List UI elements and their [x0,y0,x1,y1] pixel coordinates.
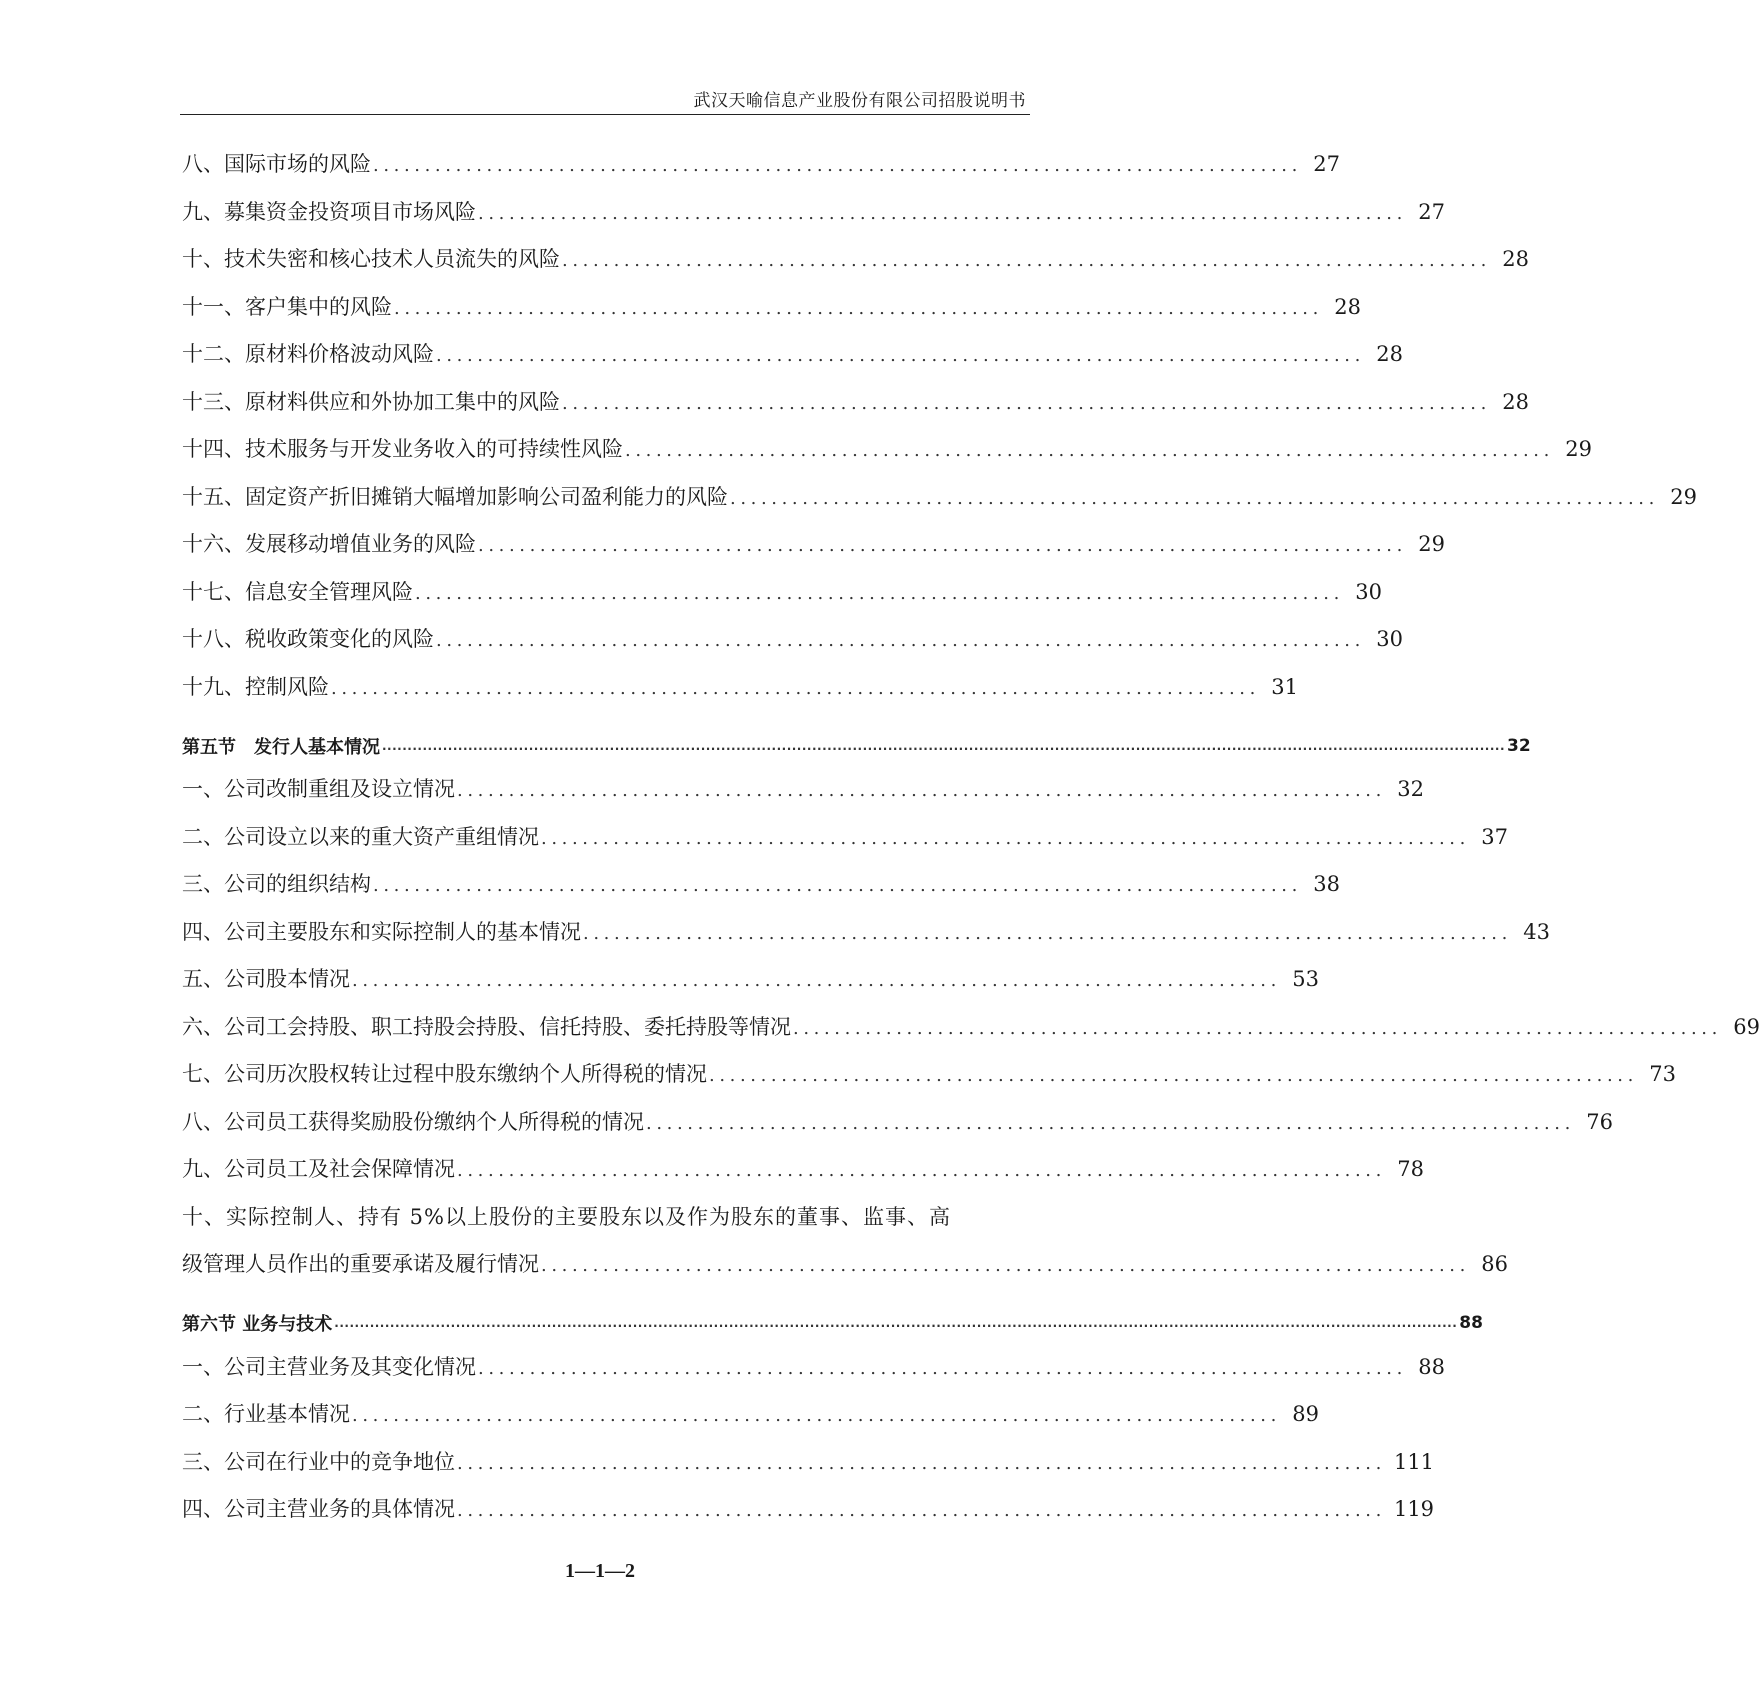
dot-leader: .......................................................................................... [457,1160,1386,1181]
toc-entry-page: 37 [1481,824,1508,849]
toc-entry[interactable] [182,1058,1676,1106]
toc-entry-title: 九、募集资金投资项目市场风险 [182,199,476,224]
toc-entry-title: 四、公司主要股东和实际控制人的基本情况 [182,919,581,944]
dot-leader: .......................................................................................... [352,1405,1281,1426]
dot-leader: .......................................................................................... [478,535,1407,556]
toc-entry[interactable] [182,243,1529,291]
toc-entry-page: 69 [1733,1014,1760,1039]
dot-leader: .......................................................................................... [709,1065,1638,1086]
dot-leader: .......................................................................................... [436,345,1365,366]
dot-leader: .......................................................................................... [331,677,1260,699]
page-header [180,82,1030,115]
toc-entry-title: 一、公司主营业务及其变化情况 [182,1354,476,1379]
toc-entry-title: 一、公司改制重组及设立情况 [182,777,455,801]
toc-entry-title: 十四、技术服务与开发业务收入的可持续性风险 [182,437,623,461]
toc-entry-title: 二、公司设立以来的重大资产重组情况 [182,824,539,849]
toc-entry-title: 十七、信息安全管理风险 [182,579,413,604]
dot-leader: .......................................................................................... [415,582,1344,604]
toc-entry-title: 十、实际控制人、持有 5%以上股份的主要股东以及作为股东的董事、监事、高 [182,1204,951,1229]
toc-entry[interactable] [182,481,1697,529]
toc-entry-title: 三、公司在行业中的竞争地位 [182,1449,455,1474]
dot-leader: .......................................................................................... [436,630,1365,651]
toc-entry-title: 三、公司的组织结构 [182,872,371,896]
toc-entry-page: 30 [1376,627,1403,651]
toc-entry-page: 38 [1313,872,1340,896]
toc-entry-page: 119 [1393,1497,1435,1521]
toc-entry[interactable] [182,291,1361,339]
dot-leader: .......................................................................................... [373,155,1302,176]
toc-entry-page: 76 [1586,1109,1613,1134]
dot-leader: .......................................................................................... [646,1112,1575,1134]
toc-entry[interactable] [182,623,1403,671]
toc-entry[interactable] [182,773,1424,821]
toc-entry[interactable] [182,196,1445,244]
dot-leader: .......................................................................................... [583,922,1512,944]
toc-entry-title: 四、公司主营业务的具体情况 [182,1497,455,1521]
toc-entry-title: 十六、发展移动增值业务的风险 [182,532,476,556]
dot-leader: .......................................................................................... [562,250,1491,271]
toc-entry-title: 十八、税收政策变化的风险 [182,627,434,651]
document-title: 武汉天喻信息产业股份有限公司招股说明书 [693,91,1026,111]
toc-entry-page: 29 [1670,484,1697,509]
dot-leader: .......................................................................................... [457,1452,1386,1474]
toc-entry-page: 27 [1418,199,1445,224]
toc-entry[interactable] [182,868,1340,916]
toc-entry[interactable] [182,916,1550,964]
dot-leader: .......................................................................................... [793,1017,1722,1039]
toc-entry[interactable] [182,148,1340,196]
toc-entry[interactable] [182,1351,1445,1399]
dot-leader: .............................................................................................................................................................................................................................. [334,1316,1458,1330]
dot-leader: .......................................................................................... [541,827,1470,849]
dot-leader: .......................................................................................... [562,392,1491,414]
dot-leader: .......................................................................................... [478,1357,1407,1379]
toc-entry-page: 29 [1565,437,1592,461]
dot-leader: .......................................................................................... [457,780,1386,801]
toc-entry-title: 二、行业基本情况 [182,1402,350,1426]
toc-entry-title: 十九、控制风险 [182,674,329,699]
toc-entry-title: 十一、客户集中的风险 [182,294,392,319]
toc-entry[interactable] [182,1106,1613,1154]
toc-entry[interactable] [182,1248,1508,1296]
dot-leader: .............................................................................................................................................................................................................................. [382,738,1506,753]
toc-entry-page: 78 [1397,1157,1424,1181]
toc-entry[interactable] [182,576,1382,624]
dot-leader: .......................................................................................... [394,297,1323,319]
toc-entry-page: 88 [1418,1354,1445,1379]
toc-entry[interactable] [182,671,1298,719]
dot-leader: .......................................................................................... [373,875,1302,896]
table-of-contents [182,148,1760,1541]
toc-entry-title: 十、技术失密和核心技术人员流失的风险 [182,247,560,271]
toc-section-heading[interactable]: 第六节 业务与技术 .............................................................................................................................................................................................................................. 88 [182,1296,1022,1351]
toc-entry-title: 十二、原材料价格波动风险 [182,342,434,366]
toc-entry-title: 五、公司股本情况 [182,967,350,991]
toc-entry-page: 111 [1393,1449,1435,1474]
toc-entry-title: 九、公司员工及社会保障情况 [182,1157,455,1181]
toc-entry-page: 30 [1355,579,1382,604]
toc-entry-page: 86 [1481,1252,1508,1276]
toc-entry-page: 28 [1376,342,1403,366]
toc-entry[interactable] [182,1153,1424,1201]
toc-entry-title: 十三、原材料供应和外协加工集中的风险 [182,389,560,414]
toc-section-title: 第六节 业务与技术 [182,1314,333,1335]
toc-entry-title: 八、国际市场的风险 [182,152,371,176]
toc-entry[interactable] [182,821,1508,869]
toc-entry-page: 53 [1292,967,1319,991]
toc-entry-page: 29 [1418,532,1445,556]
toc-entry[interactable] [182,1011,1760,1059]
toc-entry-title: 七、公司历次股权转让过程中股东缴纳个人所得税的情况 [182,1062,707,1086]
toc-entry-page: 27 [1313,152,1340,176]
toc-entry[interactable] [182,1493,1435,1541]
toc-entry-page: 28 [1502,389,1529,414]
toc-entry[interactable] [182,338,1403,386]
toc-entry[interactable] [182,1446,1435,1494]
dot-leader: .......................................................................................... [478,202,1407,224]
toc-entry[interactable] [182,1398,1319,1446]
toc-entry-page: 73 [1649,1062,1676,1086]
toc-section-heading[interactable]: 第五节 发行人基本情况 .............................................................................................................................................................................................................................. 32 [182,718,1022,773]
toc-entry-page: 43 [1523,919,1550,944]
toc-entry-page: 28 [1502,247,1529,271]
toc-entry[interactable] [182,433,1592,481]
toc-entry-title: 六、公司工会持股、职工持股会持股、信托持股、委托持股等情况 [182,1014,791,1039]
toc-entry[interactable] [182,963,1319,1011]
toc-section-title: 第五节 发行人基本情况 [182,736,380,758]
dot-leader: .......................................................................................... [625,440,1554,461]
toc-entry-page: 89 [1292,1402,1319,1426]
toc-entry[interactable] [182,386,1529,434]
toc-entry-wrapped-line[interactable] [182,1201,1022,1249]
dot-leader: .......................................................................................... [730,487,1659,509]
dot-leader: .......................................................................................... [457,1500,1386,1521]
toc-entry-title: 八、公司员工获得奖励股份缴纳个人所得税的情况 [182,1109,644,1134]
toc-entry-page: 32 [1397,777,1424,801]
dot-leader: .......................................................................................... [352,970,1281,991]
toc-entry[interactable] [182,528,1445,576]
toc-entry-page: 28 [1334,294,1361,319]
toc-entry-title: 十五、固定资产折旧摊销大幅增加影响公司盈利能力的风险 [182,484,728,509]
page-number: 1—1—2 [565,1560,635,1582]
toc-entry-page: 31 [1271,674,1298,699]
dot-leader: .......................................................................................... [541,1255,1470,1276]
toc-entry-title: 级管理人员作出的重要承诺及履行情况 [182,1252,539,1276]
